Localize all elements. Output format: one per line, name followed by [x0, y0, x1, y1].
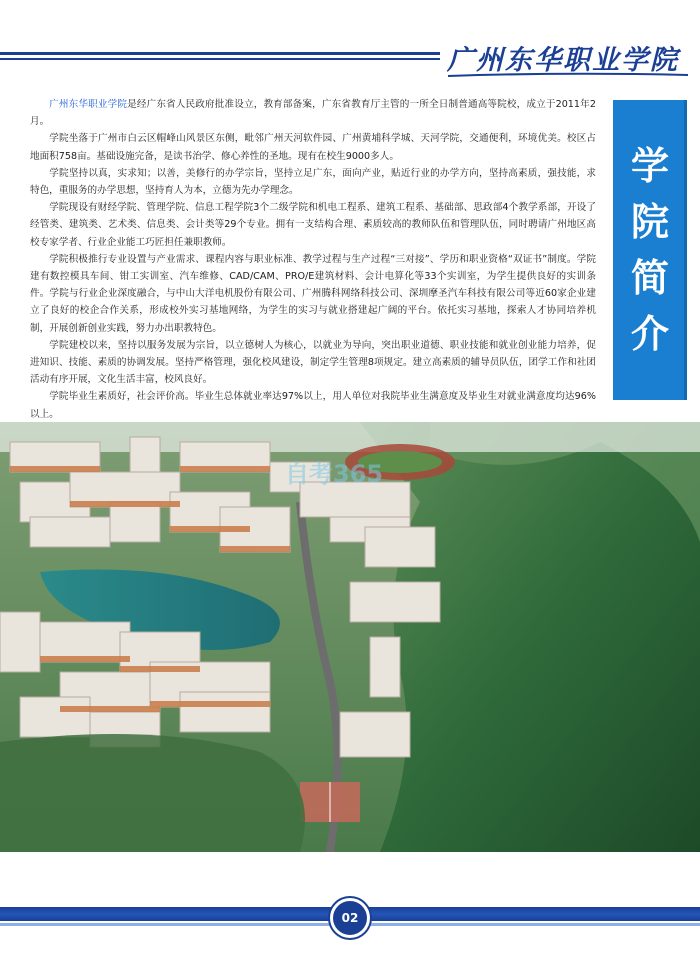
section-title-char: 介: [630, 312, 669, 356]
campus-illustration: [0, 422, 700, 852]
image-watermark: 自考365: [285, 460, 384, 488]
section-title-char: 学: [630, 144, 669, 188]
campus-aerial-image: [0, 422, 700, 852]
header-rule: [0, 52, 440, 64]
intro-paragraph: 学院积极推行专业设置与产业需求、课程内容与职业标准、教学过程与生产过程“三对接”、学历和职业资格“双证书”制度。学院建有数控模具车间、钳工实训室、汽车维修、CAD/CAM、PRO/E建筑材料、会计电算化等33个实训室，为学生提供良好的实训条件。学院与行业企业深度融合，与中山大洋电机股份有限公司、广州腾科网络科技公司、深圳摩圣汽车科技有限公司等近60家企业建立了良好的校企合作关系，形成校外实习基地网络，为学生的实习与就业搭建起广阔的平台。依托实习基地，探索人才协同培养机制，开展创新创业实践，努力办出职教特色。: [30, 253, 596, 334]
intro-paragraph: 广州东华职业学院是经广东省人民政府批准设立，教育部备案，广东省教育厅主管的一所全日制普通高等院校，成立于2011年2月。: [30, 99, 597, 128]
intro-paragraph: 学院现设有财经学院、管理学院、信息工程学院3个二级学院和机电工程系、建筑工程系、基础部、思政部4个教学系部，开设了经管类、建筑类、艺术类、信息类、会计类等29个专业。拥有一支结构合理、素质较高的教师队伍和管理队伍，同时聘请广州地区高校专家学者、行业企业能工巧匠担任兼职教师。: [30, 202, 596, 248]
page-number-badge: 02: [330, 898, 370, 938]
section-title-tab: [613, 100, 687, 400]
intro-paragraph: 学院毕业生素质好，社会评价高。毕业生总体就业率达97%以上，用人单位对我院毕业生满意度及毕业生对就业满意度均达96%以上。: [30, 391, 596, 420]
intro-paragraph: 学院坚持以真，实求知；以善，美修行的办学宗旨，坚持立足广东，面向产业，贴近行业的办学方向，坚持高素质，强技能，求特色，重服务的办学思想，坚持育人为本，立德为先办学理念。: [30, 167, 596, 197]
intro-paragraph: 学院坐落于广州市白云区帽峰山风景区东侧，毗邻广州天河软件园、广州黄埔科学城、天河学院，交通便利，环境优美。校区占地面积758亩。基础设施完备，是读书治学、修心养性的圣地。现有在校生9000多人。: [30, 133, 596, 162]
header-college-name: 广州东华职业学院: [447, 45, 679, 76]
intro-text: [30, 96, 596, 457]
page-footer: [0, 895, 700, 956]
section-title-char: 院: [630, 200, 669, 244]
section-title-char: 简: [630, 256, 669, 300]
page-header: [0, 0, 700, 95]
college-name-highlight: 广州东华职业学院: [49, 99, 128, 110]
header-swoosh: [448, 72, 688, 78]
intro-paragraph: 学院建校以来，坚持以服务发展为宗旨，以立德树人为核心，以就业为导向，突出职业道德、职业技能和就业创业能力培养，促进知识、技能、素质的协调发展。坚持严格管理，强化校风建设，制定学生管理8项规定。建立高素质的辅导员队伍，团学工作和社团活动有序开展，文化生活丰富，校风良好。: [30, 339, 596, 386]
